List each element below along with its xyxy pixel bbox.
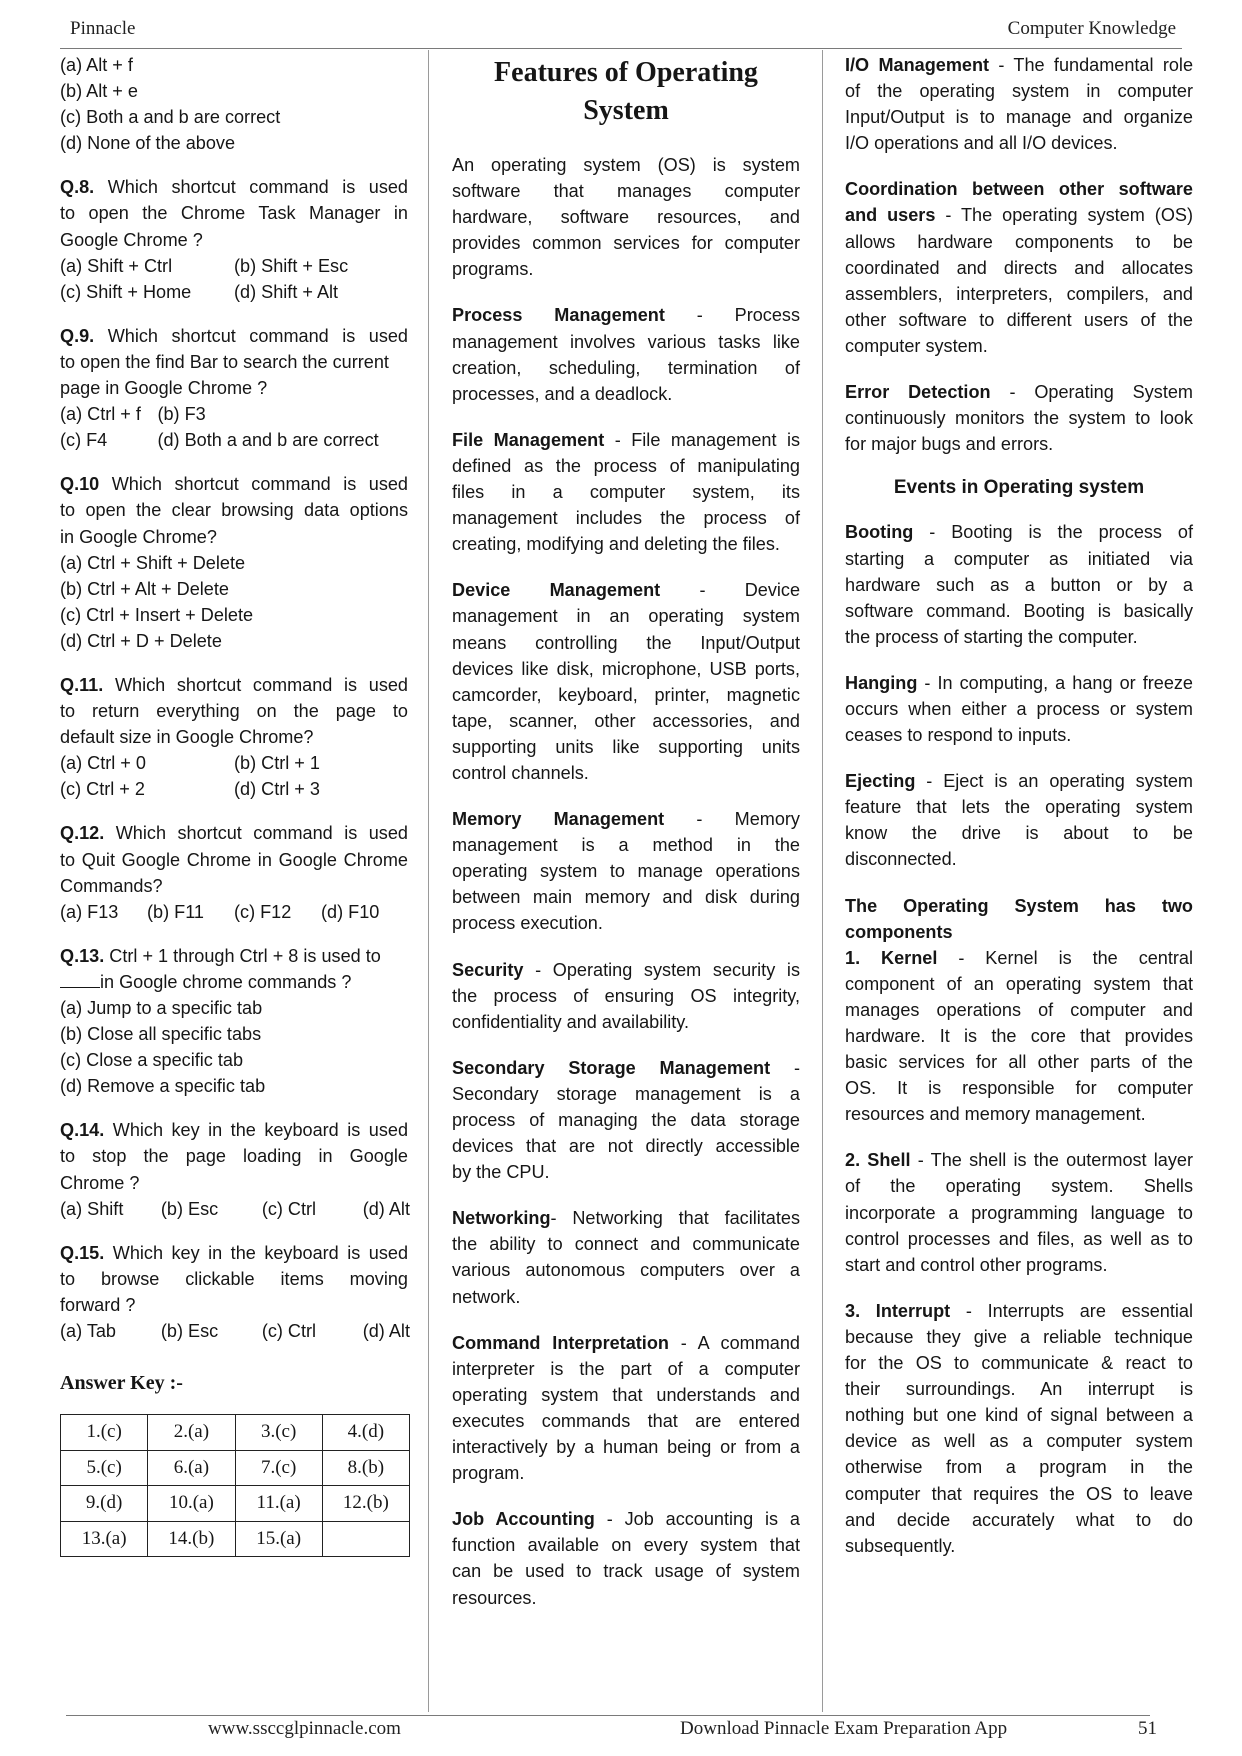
question-text: Ctrl + 1 through Ctrl + 8 is used to bbox=[109, 945, 381, 966]
intro-paragraph: An operating system (OS) is system software that manages computer hardware, software resources, and provides common services for computer programs. bbox=[452, 155, 800, 280]
fill-in-blank bbox=[60, 972, 100, 988]
table-cell bbox=[322, 1521, 409, 1557]
option: (d) Both a and b are correct bbox=[157, 430, 379, 451]
option: (a) Shift bbox=[60, 1198, 124, 1219]
header-divider bbox=[60, 48, 1182, 49]
table-cell: 8.(b) bbox=[322, 1450, 409, 1486]
option: (d) F10 bbox=[321, 901, 380, 922]
answer-key-table bbox=[60, 1414, 410, 1557]
question-text: Which shortcut command is used bbox=[115, 823, 408, 844]
question-text: Which shortcut command is used bbox=[107, 325, 408, 346]
kernel: 1. Kernel - Kernel is the central component of an operating system that manages operations of computer and hardware. It is the core that provides basic services for all other parts of the OS. It is responsible for computer resources and memory management. bbox=[845, 947, 1193, 1125]
io-management: I/O Management - The fundamental role of the operating system in computer Input/Output is to manage and organize I/O operations and all I/O devices. bbox=[845, 55, 1194, 154]
term-heading: Job Accounting bbox=[452, 1509, 595, 1530]
option: (a) Ctrl + Shift + Delete bbox=[60, 552, 246, 573]
term-heading: 3. Interrupt bbox=[845, 1300, 951, 1321]
term-heading: Device Management bbox=[452, 580, 661, 601]
term-heading: and users bbox=[845, 205, 936, 226]
table-cell: 3.(c) bbox=[235, 1415, 322, 1451]
option: (d) Ctrl + D + Delete bbox=[60, 630, 222, 651]
section-title: Features of Operating System bbox=[494, 57, 758, 126]
question-text: to browse clickable items moving bbox=[60, 1268, 408, 1289]
option: (c) Ctrl bbox=[261, 1321, 317, 1342]
term-heading: 2. Shell bbox=[845, 1150, 911, 1171]
question-number: Q.8. bbox=[60, 177, 95, 198]
term-heading: Error Detection bbox=[845, 382, 991, 403]
question-number: Q.11. bbox=[60, 674, 104, 695]
memory-management: Memory Management - Memory management is a method in the operating system to manage operations between main memory and disk during process execution. bbox=[452, 809, 800, 934]
question-number: Q.15. bbox=[60, 1242, 105, 1263]
question-text: to open the find Bar to search the current bbox=[60, 351, 389, 372]
option: (a) Ctrl + f bbox=[60, 404, 141, 425]
option: (d) Alt bbox=[362, 1321, 410, 1342]
question-text: Which shortcut command is used bbox=[107, 177, 408, 198]
option: (d) None of the above bbox=[60, 133, 236, 154]
option: (d) Ctrl + 3 bbox=[234, 779, 320, 800]
table-cell: 9.(d) bbox=[61, 1486, 148, 1522]
table-cell: 14.(b) bbox=[148, 1521, 235, 1557]
networking: Networking- Networking that facilitates the ability to connect and communicate various autonomous computers over a network. bbox=[452, 1208, 800, 1307]
term-heading: 1. Kernel bbox=[845, 947, 938, 968]
question-text: to Quit Google Chrome in Google Chrome bbox=[60, 849, 408, 870]
option: (b) Esc bbox=[160, 1198, 219, 1219]
option: (a) Tab bbox=[60, 1321, 116, 1342]
term-heading: Process Management bbox=[452, 305, 665, 326]
question-text: to open the Chrome Task Manager in bbox=[60, 203, 408, 224]
hanging: Hanging - In computing, a hang or freeze occurs when either a process or system ceases to respond to inputs. bbox=[845, 672, 1193, 746]
option: (d) Remove a specific tab bbox=[60, 1076, 266, 1097]
option: (a) F13 bbox=[60, 901, 119, 922]
question-10 bbox=[60, 471, 408, 654]
footer-app-promo: Download Pinnacle Exam Preparation App bbox=[680, 1718, 1008, 1739]
table-row bbox=[61, 1450, 410, 1486]
option: (b) Ctrl + 1 bbox=[234, 753, 320, 774]
option: (a) Alt + f bbox=[60, 55, 133, 75]
question-text: to stop the page loading in Google bbox=[60, 1146, 408, 1167]
events-heading: Events in Operating system bbox=[893, 477, 1145, 499]
device-management: Device Management - Device management in an operating system means controlling the Input/Output devices like disk, microphone, USB ports, camcorder, keyboard, printer, magnetic tape, scanner, other accessories, and supporting units like supporting units control channels. bbox=[452, 580, 801, 783]
question-13 bbox=[60, 943, 408, 1100]
question-number: Q.14. bbox=[60, 1120, 105, 1141]
option: (b) Shift + Esc bbox=[234, 255, 349, 276]
term-heading: Hanging bbox=[845, 672, 918, 693]
question-number: Q.13. bbox=[60, 945, 105, 966]
question-text: Which key in the keyboard is used bbox=[112, 1120, 409, 1141]
term-heading: File Management bbox=[452, 429, 605, 450]
term-heading: Networking bbox=[452, 1208, 551, 1229]
features-column bbox=[452, 52, 800, 1611]
question-text: page in Google Chrome ? bbox=[60, 378, 268, 399]
question-text: Commands? bbox=[60, 875, 163, 896]
table-row bbox=[61, 1521, 410, 1557]
term-heading: Ejecting bbox=[845, 771, 916, 792]
question-text: default size in Google Chrome? bbox=[60, 727, 314, 748]
option: (c) F12 bbox=[234, 901, 292, 922]
footer-divider bbox=[66, 1715, 1150, 1716]
error-detection: Error Detection - Operating System continuously monitors the system to look for major bugs and errors. bbox=[845, 382, 1193, 455]
table-row bbox=[61, 1486, 410, 1522]
option: (b) F3 bbox=[157, 404, 206, 425]
option: (a) Ctrl + 0 bbox=[60, 753, 146, 774]
option: (c) Shift + Home bbox=[60, 281, 192, 302]
option: (a) Shift + Ctrl bbox=[60, 255, 173, 276]
os-components bbox=[845, 893, 1193, 945]
questions-column bbox=[60, 52, 408, 1557]
command-interpretation: Command Interpretation - A command interpreter is the part of a computer operating system that understands and executes commands that are entered interactively by a human being or from a program. bbox=[452, 1332, 800, 1484]
table-cell: 1.(c) bbox=[61, 1415, 148, 1451]
question-14 bbox=[60, 1117, 408, 1221]
option: (b) Ctrl + Alt + Delete bbox=[60, 578, 229, 599]
option: (c) Close a specific tab bbox=[60, 1050, 244, 1071]
question-text: Which shortcut command is used bbox=[114, 674, 408, 695]
option: (d) Alt bbox=[362, 1198, 410, 1219]
footer-website-link[interactable]: www.ssccglpinnacle.com bbox=[208, 1718, 401, 1739]
question-text: to open the clear browsing data options bbox=[60, 500, 408, 521]
question-number: Q.10 bbox=[60, 474, 100, 495]
question-15 bbox=[60, 1240, 408, 1344]
option: (b) Close all specific tabs bbox=[60, 1024, 262, 1045]
term-heading: components bbox=[845, 921, 953, 942]
table-cell: 15.(a) bbox=[235, 1521, 322, 1557]
term-heading: Secondary Storage Management bbox=[452, 1057, 771, 1078]
question-text: Chrome ? bbox=[60, 1172, 140, 1193]
table-cell: 6.(a) bbox=[148, 1450, 235, 1486]
table-cell: 7.(c) bbox=[235, 1450, 322, 1486]
coordination: Coordination between other software and users - The operating system (OS) allows hardware components to be coordinated and directs and allocates assemblers, interpreters, compilers, and other software to different users of the computer system. bbox=[845, 179, 1193, 356]
process-management: Process Management - Process management involves various tasks like creation, scheduling, termination of processes, and a deadlock. bbox=[452, 305, 800, 404]
table-row bbox=[61, 1415, 410, 1451]
question-text: Which key in the keyboard is used bbox=[112, 1242, 409, 1263]
term-heading: Memory Management bbox=[452, 809, 665, 830]
q7-options bbox=[60, 52, 408, 156]
question-12 bbox=[60, 820, 408, 924]
question-8 bbox=[60, 174, 408, 304]
question-text: forward ? bbox=[60, 1294, 136, 1315]
table-cell: 10.(a) bbox=[148, 1486, 235, 1522]
table-cell: 5.(c) bbox=[61, 1450, 148, 1486]
shell: 2. Shell - The shell is the outermost layer of the operating system. Shells incorporate a programming language to control processes and files, as well as to start and control other programs. bbox=[845, 1150, 1194, 1275]
file-management: File Management - File management is defined as the process of manipulating files in a computer system, its management includes the process of creating, modifying and deleting the files. bbox=[452, 429, 801, 555]
secondary-storage-management: Secondary Storage Management - Secondary storage management is a process of managing the data storage devices that are not directly accessible by the CPU. bbox=[452, 1057, 800, 1183]
question-11 bbox=[60, 672, 408, 802]
table-cell: 2.(a) bbox=[148, 1415, 235, 1451]
column-divider-2 bbox=[822, 50, 823, 1712]
answer-key-title: Answer Key :- bbox=[60, 1372, 183, 1395]
question-text: Google Chrome ? bbox=[60, 229, 203, 250]
table-cell: 12.(b) bbox=[322, 1486, 409, 1522]
page-number: 51 bbox=[1138, 1718, 1157, 1739]
option: (c) Ctrl bbox=[261, 1198, 317, 1219]
job-accounting: Job Accounting - Job accounting is a function available on every system that can be used to track usage of system resources. bbox=[452, 1509, 800, 1608]
term-heading: Command Interpretation bbox=[452, 1332, 669, 1353]
option: (d) Shift + Alt bbox=[234, 281, 339, 302]
question-text: Which shortcut command is used bbox=[111, 474, 408, 495]
option: (c) F4 bbox=[60, 430, 108, 451]
option: (c) Ctrl + 2 bbox=[60, 779, 145, 800]
question-number: Q.12. bbox=[60, 823, 105, 844]
question-9 bbox=[60, 323, 408, 453]
table-cell: 11.(a) bbox=[235, 1486, 322, 1522]
security: Security - Operating system security is the process of ensuring OS integrity, confidentiality and availability. bbox=[452, 959, 800, 1032]
events-column bbox=[845, 52, 1193, 1559]
option: (a) Jump to a specific tab bbox=[60, 998, 263, 1018]
term-heading: Coordination between other software bbox=[845, 179, 1193, 200]
option: (b) Esc bbox=[160, 1321, 219, 1342]
header-brand: Pinnacle bbox=[70, 18, 136, 39]
question-text: in Google chrome commands ? bbox=[100, 971, 352, 992]
question-text: in Google Chrome? bbox=[60, 526, 217, 547]
term-heading: The Operating System has two bbox=[845, 895, 1193, 916]
option: (b) Alt + e bbox=[60, 81, 138, 102]
header-subject: Computer Knowledge bbox=[1007, 18, 1176, 39]
column-divider-1 bbox=[428, 50, 429, 1712]
interrupt: 3. Interrupt - Interrupts are essential because they give a reliable technique for the OS to communicate & react to their surroundings. An interrupt is nothing but one kind of signal between a device as well as a computer system otherwise from a program in the computer that requires the OS to leave and decide accurately what to do subsequently. bbox=[845, 1300, 1193, 1556]
table-cell: 4.(d) bbox=[322, 1415, 409, 1451]
question-number: Q.9. bbox=[60, 325, 95, 346]
booting: Booting - Booting is the process of starting a computer as initiated via hardware such as a button or by a software command. Booting is basically the process of starting the computer. bbox=[845, 522, 1193, 647]
option: (b) F11 bbox=[147, 901, 204, 922]
option: (c) Ctrl + Insert + Delete bbox=[60, 604, 254, 625]
term-heading: I/O Management bbox=[845, 55, 990, 75]
question-text: to return everything on the page to bbox=[60, 701, 408, 722]
ejecting: Ejecting - Eject is an operating system feature that lets the operating system know the drive is about to be disconnected. bbox=[845, 771, 1193, 870]
term-heading: Security bbox=[452, 959, 524, 980]
table-cell: 13.(a) bbox=[61, 1521, 148, 1557]
option: (c) Both a and b are correct bbox=[60, 107, 281, 128]
term-heading: Booting bbox=[845, 522, 914, 543]
